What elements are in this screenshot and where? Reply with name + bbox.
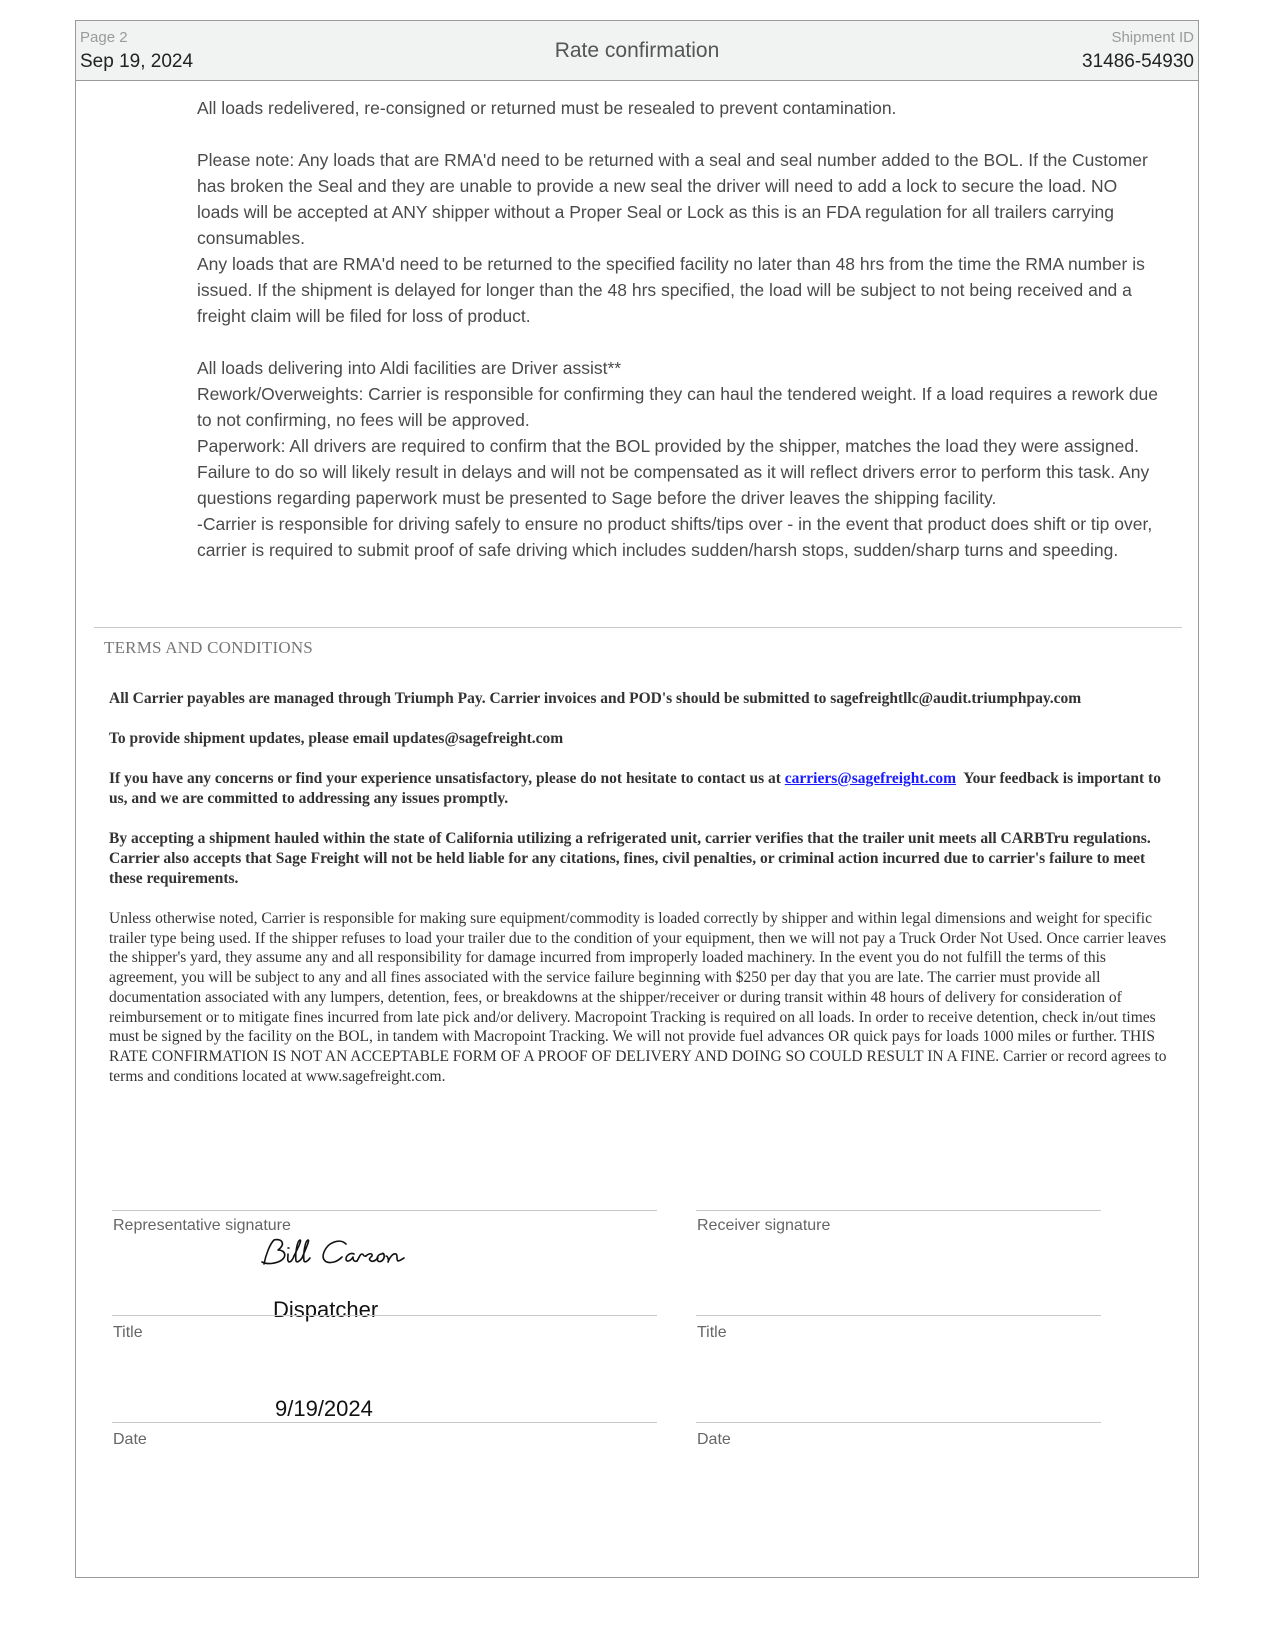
representative-title-label: Title	[113, 1324, 143, 1341]
representative-date-value: 9/19/2024	[275, 1396, 373, 1421]
note-rework: Rework/Overweights: Carrier is responsible for confirming they can haul the tendered weight. If a load requires a rework due to not confirming, no fees will be approved.	[197, 384, 1159, 430]
representative-date-line[interactable]	[112, 1422, 657, 1423]
representative-signature-label: Representative signature	[113, 1217, 291, 1234]
shipment-notes	[197, 95, 1163, 563]
terms-concerns-text-end: Your feedback is important to us, and we are committed to addressing any issues promptly.	[109, 770, 1165, 807]
representative-signature-line[interactable]	[112, 1210, 657, 1211]
receiver-date-label: Date	[697, 1431, 731, 1448]
terms-general: Unless otherwise noted, Carrier is responsible for making sure equipment/commodity is loaded correctly by shipper and within legal dimensions and weight for specific trailer type being used. If the shipper refuses to load your trailer due to the condition of your equipment, then we will not pay a Truck Order Not Used. Once carrier leaves the shipper's yard, they assume any and all responsibility for damage incurred from improperly loaded machinery. In the event you do not fulfill the terms of this agreement, you will be subject to any and all fines associated with the service failure beginning with $250 per day that you are late. The carrier must provide all documentation associated with any lumpers, detention, fees, or breakdowns at the shipper/receiver or during transit within 48 hours of delivery for consideration of reimbursement or to mitigate fines incurred from late pick and/or delivery. Macropoint Tracking is required on all loads. In order to receive detention, check in/out times must be signed by the facility on the BOL, in tandem with Macropoint Tracking. We will not provide fuel advances OR quick pays for loads 1000 miles or further. THIS RATE CONFIRMATION IS NOT AN ACCEPTABLE FORM OF A PROOF OF DELIVERY AND DOING SO COULD RESULT IN A FINE. Carrier or record agrees to terms and conditions located at www.sagefreight.com.	[109, 910, 1167, 1085]
receiver-title-line[interactable]	[696, 1315, 1101, 1316]
page-header	[76, 21, 1198, 81]
document-title: Rate confirmation	[554, 39, 720, 62]
terms-concerns	[109, 769, 1169, 809]
note-rma-seal: Please note: Any loads that are RMA'd need to be returned with a seal and seal number added to the BOL. If the Customer has broken the Seal and they are unable to provide a new seal the driver will need to add a lock to secure the load. NO loads will be accepted at ANY shipper without a Proper Seal or Lock as this is an FDA regulation for all trailers carrying consumables.	[197, 150, 1148, 248]
page-number: Page 2	[80, 29, 128, 46]
note-paperwork: Paperwork: All drivers are required to confirm that the BOL provided by the shipper, matches the load they were assigned. Failure to do so will likely result in delays and will not be compensated as it will reflect drivers error to perform this task. Any questions regarding paperwork must be presented to Sage before the driver leaves the shipping facility.	[197, 436, 1150, 508]
document-page	[75, 20, 1199, 1578]
terms-payables: All Carrier payables are managed through Triumph Pay. Carrier invoices and POD's should be submitted to sagefreightllc@audit.triumphpay.com	[109, 690, 1082, 707]
carriers-email-link[interactable]: carriers@sagefreight.com	[784, 770, 957, 787]
receiver-signature-line[interactable]	[696, 1210, 1101, 1211]
note-aldi: All loads delivering into Aldi facilities are Driver assist**	[197, 358, 622, 378]
terms-and-conditions	[109, 689, 1169, 1086]
document-date: Sep 19, 2024	[80, 51, 194, 72]
note-reseal: All loads redelivered, re-consigned or returned must be resealed to prevent contamination.	[197, 98, 897, 118]
note-safe-driving: -Carrier is responsible for driving safely to ensure no product shifts/tips over - in the event that product does shift or tip over, carrier is required to submit proof of safe driving which includes sudden/harsh stops, sudden/sharp turns and speeding.	[197, 514, 1153, 560]
representative-title-value: Dispatcher	[273, 1297, 379, 1322]
receiver-signature-label: Receiver signature	[697, 1217, 831, 1234]
representative-title-line[interactable]	[112, 1315, 657, 1316]
representative-date-label: Date	[113, 1431, 147, 1448]
note-rma-return: Any loads that are RMA'd need to be returned to the specified facility no later than 48 hrs from the time the RMA number is issued. If the shipment is delayed for longer than the 48 hrs specified, the load will be subject to not being received and a freight claim will be filed for loss of product.	[197, 254, 1145, 326]
terms-concerns-text: If you have any concerns or find your experience unsatisfactory, please do not hesitate to contact us at	[109, 770, 785, 787]
receiver-date-line[interactable]	[696, 1422, 1101, 1423]
shipment-id: 31486-54930	[1082, 51, 1194, 72]
terms-updates: To provide shipment updates, please email updates@sagefreight.com	[109, 730, 564, 747]
terms-california: By accepting a shipment hauled within the state of California utilizing a refrigerated unit, carrier verifies that the trailer unit meets all CARBTru regulations. Carrier also accepts that Sage Freight will not be held liable for any citations, fines, civil penalties, or criminal action incurred due to carrier's failure to meet these requirements.	[109, 830, 1151, 887]
representative-signature-image	[256, 1234, 456, 1282]
receiver-title-label: Title	[697, 1324, 727, 1341]
terms-heading: TERMS AND CONDITIONS	[104, 638, 313, 657]
section-divider	[94, 627, 1182, 628]
shipment-id-label: Shipment ID	[1111, 29, 1194, 46]
